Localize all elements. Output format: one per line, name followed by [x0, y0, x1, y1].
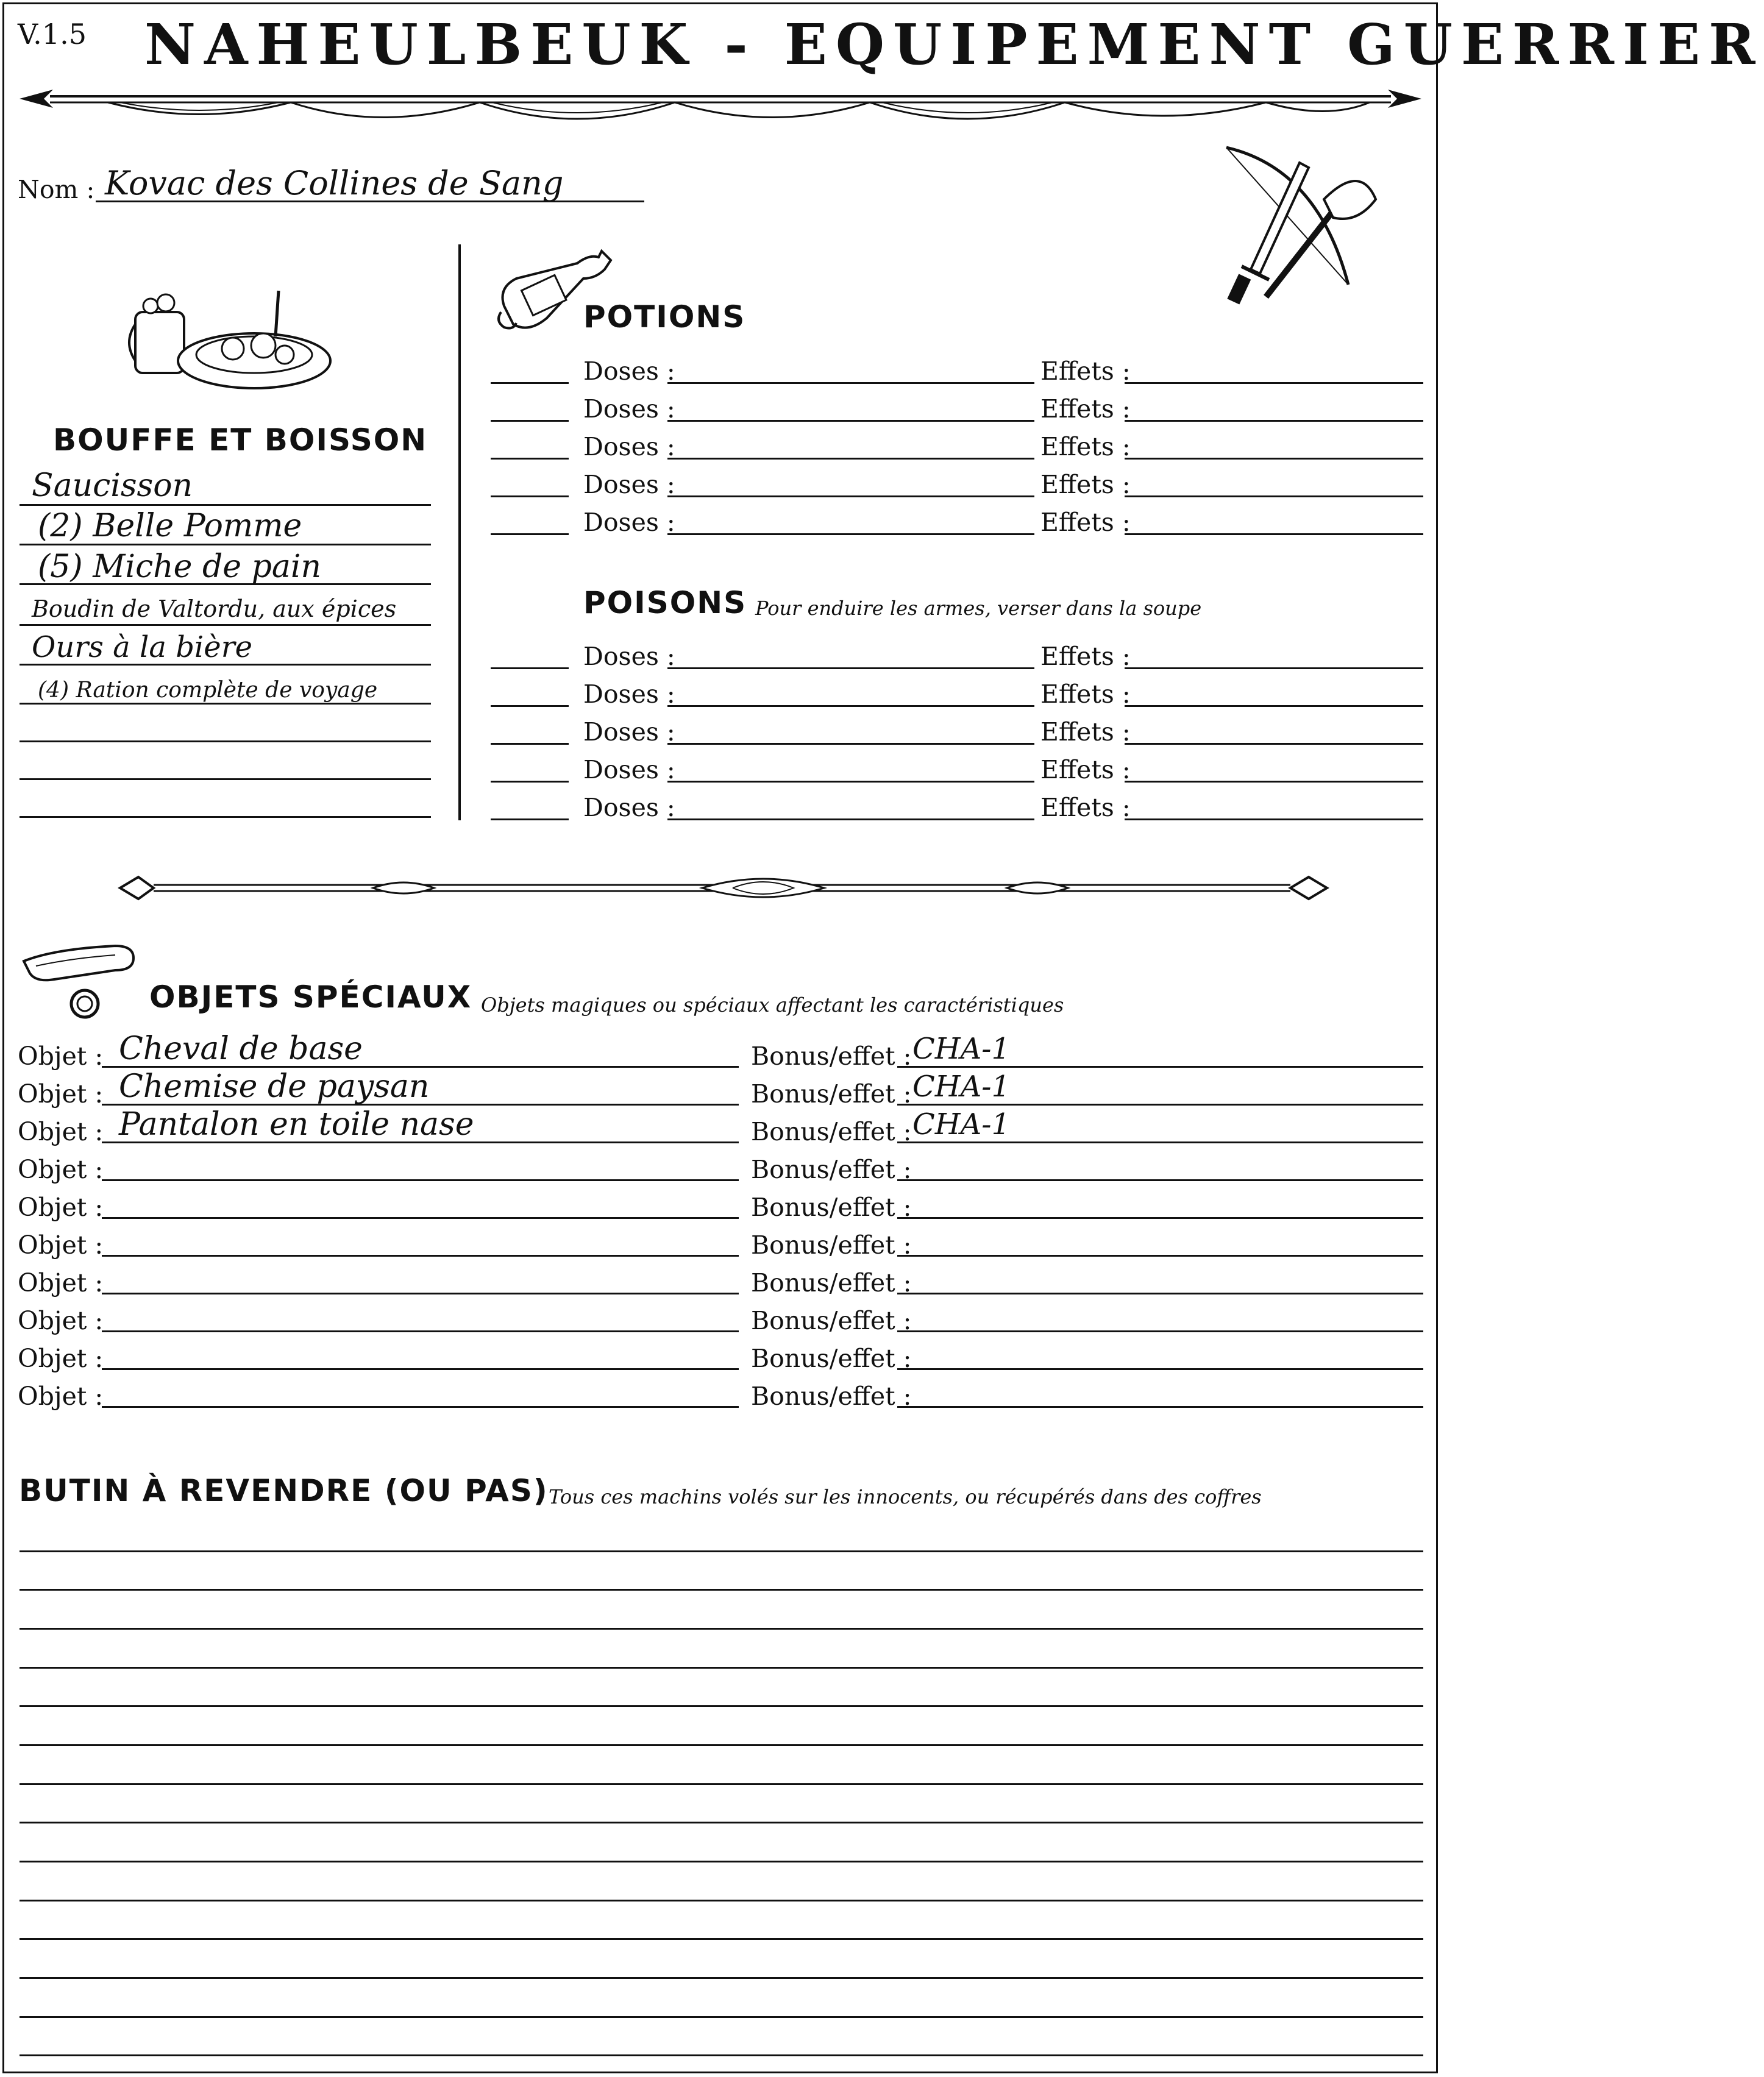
potion-count-line: [491, 382, 569, 384]
food-line: [20, 504, 431, 506]
bonus-line: [897, 1368, 1423, 1370]
food-line: [20, 664, 431, 666]
loot-line[interactable]: [20, 2054, 1423, 2056]
potion-doses-label: Doses :: [583, 357, 675, 386]
poison-doses-label: Doses :: [583, 793, 675, 822]
crossed-weapons-illustration: [1208, 144, 1385, 309]
poison-doses-label: Doses :: [583, 642, 675, 671]
bonus-label: Bonus/effet :: [751, 1079, 912, 1109]
potion-effets-line[interactable]: [1125, 420, 1423, 422]
loot-line[interactable]: [20, 1744, 1423, 1746]
poisons-note: Pour enduire les armes, verser dans la soupe: [755, 597, 1202, 620]
potion-doses-label: Doses :: [583, 470, 675, 499]
version-label: V.1.5: [18, 18, 87, 51]
bonus-line: [897, 1179, 1423, 1181]
poison-doses-line[interactable]: [667, 667, 1034, 669]
poison-effets-line[interactable]: [1125, 743, 1423, 745]
food-line: [20, 703, 431, 705]
potion-count-line: [491, 495, 569, 497]
loot-note: Tous ces machins volés sur les innocents, ou récupérés dans des coffres: [549, 1485, 1262, 1508]
scroll-ring-icon: [18, 937, 146, 1028]
food-line: [20, 583, 431, 585]
objet-line: [102, 1141, 739, 1143]
food-item[interactable]: Saucisson: [32, 467, 193, 504]
bonus-line: [897, 1293, 1423, 1294]
potion-effets-line[interactable]: [1125, 533, 1423, 535]
loot-line[interactable]: [20, 1550, 1423, 1552]
objet-line: [102, 1368, 739, 1370]
food-item[interactable]: (5) Miche de pain: [38, 549, 321, 585]
bonus-label: Bonus/effet :: [751, 1268, 912, 1298]
bonus-label: Bonus/effet :: [751, 1155, 912, 1184]
poison-doses-line[interactable]: [667, 818, 1034, 820]
bonus-label: Bonus/effet :: [751, 1042, 912, 1071]
poison-count-line: [491, 818, 569, 820]
loot-heading: BUTIN À REVENDRE (OU PAS): [19, 1473, 549, 1508]
poison-effets-label: Effets :: [1040, 755, 1131, 784]
objet-line: [102, 1406, 739, 1408]
loot-line[interactable]: [20, 2016, 1423, 2018]
loot-line[interactable]: [20, 1977, 1423, 1979]
potion-effets-label: Effets :: [1040, 357, 1131, 386]
special-item-name[interactable]: Pantalon en toile nase: [119, 1106, 474, 1143]
objet-label: Objet :: [18, 1193, 104, 1222]
sheet-title: NAHEULBEUK - EQUIPEMENT GUERRIER: [144, 12, 1764, 77]
food-line: [20, 544, 431, 545]
objet-line: [102, 1179, 739, 1181]
bonus-line: [897, 1066, 1423, 1068]
loot-line[interactable]: [20, 1861, 1423, 1862]
special-items-note: Objets magiques ou spéciaux affectant les caractéristiques: [481, 993, 1064, 1017]
poison-effets-label: Effets :: [1040, 680, 1131, 709]
potion-doses-line[interactable]: [667, 533, 1034, 535]
bonus-line: [897, 1330, 1423, 1332]
bonus-line: [897, 1141, 1423, 1143]
food-illustration: [123, 275, 340, 397]
potion-effets-line[interactable]: [1125, 495, 1423, 497]
special-item-name[interactable]: Cheval de base: [119, 1031, 363, 1067]
objet-label: Objet :: [18, 1155, 104, 1184]
special-items-heading: OBJETS SPÉCIAUX: [149, 979, 472, 1015]
poison-count-line: [491, 743, 569, 745]
bonus-label: Bonus/effet :: [751, 1117, 912, 1146]
objet-line: [102, 1255, 739, 1257]
potion-effets-label: Effets :: [1040, 394, 1131, 424]
top-spear-divider: [16, 80, 1424, 141]
special-item-bonus[interactable]: CHA-1: [912, 1070, 1011, 1104]
objet-label: Objet :: [18, 1230, 104, 1260]
objet-label: Objet :: [18, 1382, 104, 1411]
poison-effets-label: Effets :: [1040, 717, 1131, 747]
food-item[interactable]: (2) Belle Pomme: [38, 508, 302, 544]
potion-effets-label: Effets :: [1040, 432, 1131, 461]
potion-effets-label: Effets :: [1040, 508, 1131, 537]
poison-effets-label: Effets :: [1040, 642, 1131, 671]
potion-doses-label: Doses :: [583, 394, 675, 424]
poison-effets-line[interactable]: [1125, 667, 1423, 669]
bonus-line: [897, 1104, 1423, 1106]
loot-line[interactable]: [20, 1783, 1423, 1785]
objet-label: Objet :: [18, 1079, 104, 1109]
loot-line[interactable]: [20, 1705, 1423, 1707]
potions-heading: POTIONS: [583, 299, 746, 335]
potion-effets-line[interactable]: [1125, 458, 1423, 460]
food-heading: BOUFFE ET BOISSON: [53, 422, 428, 458]
food-line: [20, 816, 431, 818]
bonus-label: Bonus/effet :: [751, 1306, 912, 1335]
name-label: Nom :: [18, 175, 95, 204]
bonus-label: Bonus/effet :: [751, 1230, 912, 1260]
special-item-name[interactable]: Chemise de paysan: [119, 1068, 430, 1105]
potion-doses-line[interactable]: [667, 420, 1034, 422]
bonus-label: Bonus/effet :: [751, 1382, 912, 1411]
potion-doses-label: Doses :: [583, 508, 675, 537]
potion-effets-line[interactable]: [1125, 382, 1423, 384]
bonus-line: [897, 1217, 1423, 1219]
poisons-heading: POISONS: [583, 585, 747, 620]
objet-line: [102, 1066, 739, 1068]
special-item-bonus[interactable]: CHA-1: [912, 1032, 1011, 1066]
food-item[interactable]: (4) Ration complète de voyage: [38, 678, 378, 703]
character-name[interactable]: Kovac des Collines de Sang: [105, 164, 564, 202]
poison-effets-line[interactable]: [1125, 818, 1423, 820]
poison-doses-line[interactable]: [667, 705, 1034, 707]
name-line: [96, 201, 644, 202]
poison-doses-label: Doses :: [583, 717, 675, 747]
poison-count-line: [491, 705, 569, 707]
loot-line[interactable]: [20, 1822, 1423, 1823]
equipment-sheet: [2, 2, 1764, 2073]
bonus-line: [897, 1406, 1423, 1408]
objet-label: Objet :: [18, 1344, 104, 1373]
column-divider: [458, 244, 461, 820]
loot-line[interactable]: [20, 1589, 1423, 1591]
loot-line[interactable]: [20, 1628, 1423, 1630]
potion-doses-line[interactable]: [667, 495, 1034, 497]
bonus-line: [897, 1255, 1423, 1257]
potion-count-line: [491, 533, 569, 535]
loot-line[interactable]: [20, 1900, 1423, 1901]
loot-line[interactable]: [20, 1667, 1423, 1669]
potion-doses-label: Doses :: [583, 432, 675, 461]
bonus-label: Bonus/effet :: [751, 1344, 912, 1373]
objet-label: Objet :: [18, 1268, 104, 1298]
food-line: [20, 778, 431, 780]
potion-count-line: [491, 458, 569, 460]
potion-count-line: [491, 420, 569, 422]
food-line: [20, 624, 431, 626]
objet-label: Objet :: [18, 1117, 104, 1146]
poison-doses-label: Doses :: [583, 755, 675, 784]
poison-doses-label: Doses :: [583, 680, 675, 709]
bonus-label: Bonus/effet :: [751, 1193, 912, 1222]
loot-line[interactable]: [20, 1938, 1423, 1940]
poison-count-line: [491, 667, 569, 669]
objet-label: Objet :: [18, 1306, 104, 1335]
potion-doses-line[interactable]: [667, 458, 1034, 460]
special-item-bonus[interactable]: CHA-1: [912, 1107, 1011, 1141]
objet-line: [102, 1217, 739, 1219]
poison-effets-label: Effets :: [1040, 793, 1131, 822]
objet-line: [102, 1293, 739, 1294]
objet-label: Objet :: [18, 1042, 104, 1071]
staff-divider: [117, 870, 1330, 906]
objet-line: [102, 1330, 739, 1332]
potion-effets-label: Effets :: [1040, 470, 1131, 499]
poison-effets-line[interactable]: [1125, 705, 1423, 707]
poison-effets-line[interactable]: [1125, 781, 1423, 783]
poison-doses-line[interactable]: [667, 781, 1034, 783]
potion-doses-line[interactable]: [667, 382, 1034, 384]
poison-count-line: [491, 781, 569, 783]
food-item[interactable]: Boudin de Valtordu, aux épices: [32, 595, 397, 622]
objet-line: [102, 1104, 739, 1106]
food-item[interactable]: Ours à la bière: [32, 630, 253, 664]
poison-doses-line[interactable]: [667, 743, 1034, 745]
food-line: [20, 740, 431, 742]
